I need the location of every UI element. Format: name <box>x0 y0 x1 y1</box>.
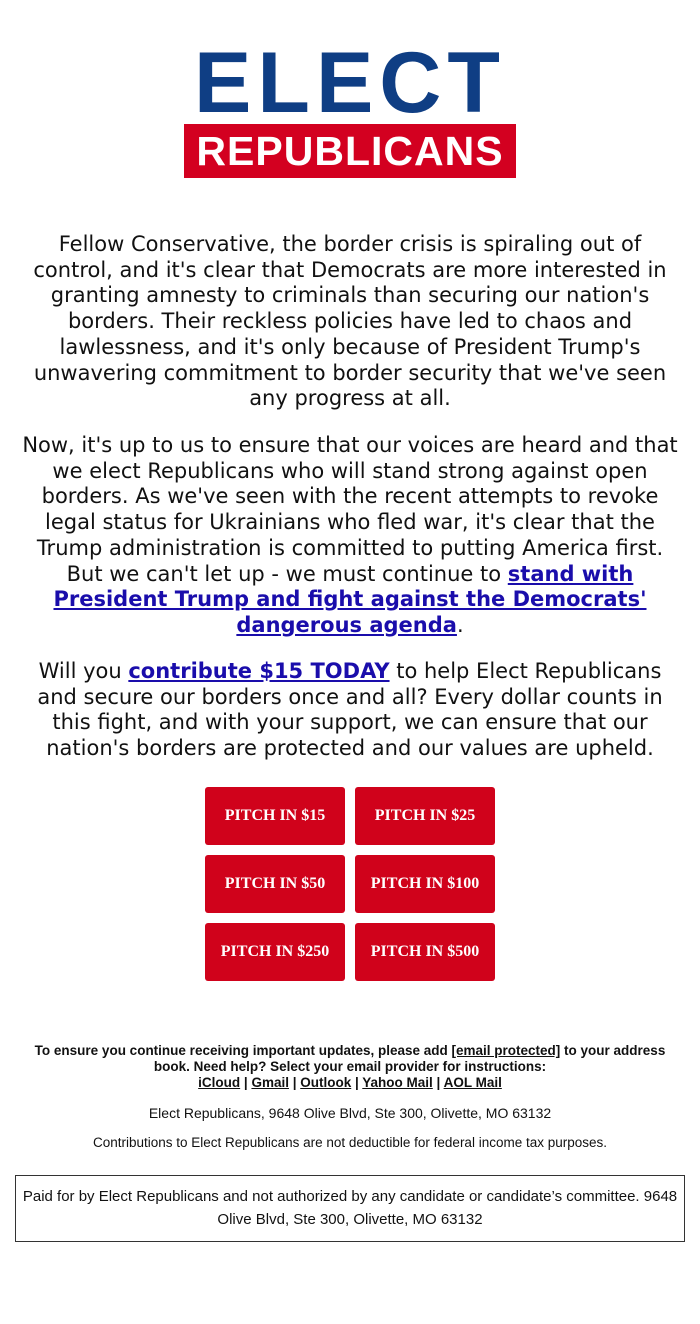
paid-for-text: Paid for by Elect Republicans and not authorized by any candidate or candidate’s committee. 9648 Olive Blvd, Ste 300, Olivette, MO 63132 <box>22 1188 678 1228</box>
pitch-in-100-button[interactable]: PITCH IN $100 <box>355 855 495 913</box>
logo-republicans-banner: REPUBLICANS <box>184 124 516 178</box>
notice-text-start: To ensure you continue receiving important updates, please add <box>34 1043 452 1058</box>
gmail-link[interactable]: Gmail <box>251 1075 289 1090</box>
p3-text-end: to help Elect Republicans and secure our borders once and all? Every dollar counts in this fight, and with your support, we can ensure that our nation's borders are protected and our values are upheld. <box>37 659 663 761</box>
separator: | <box>432 1075 444 1090</box>
body-paragraph-1: Fellow Conservative, the border crisis is spiraling out of control, and it's clear that Democrats are more interested in granting amnesty to criminals than securing our nation's borders. Their reckless policies have led to chaos and lawlessness, and it's only because of President Trump's unwavering commitment to border security that we've seen any progress at all. <box>33 232 667 411</box>
p2-text: Now, it's up to us to ensure that our voices are heard and that we elect Republicans who will stand strong against open borders. As we've seen with the recent attempts to revoke legal status for Ukrainians who fled war, it's clear that the Trump administration is committed to putting America first. But we can't let up - we must continue to <box>22 433 678 586</box>
mailing-address: Elect Republicans, 9648 Olive Blvd, Ste 300, Olivette, MO 63132 <box>148 1105 552 1121</box>
stand-with-trump-link[interactable]: stand with President Trump and fight against the Democrats' dangerous agenda <box>53 561 647 637</box>
tax-disclaimer: Contributions to Elect Republicans are not deductible for federal income tax purposes. <box>92 1135 608 1150</box>
p2-end: . <box>456 612 464 637</box>
aol-mail-link[interactable]: AOL Mail <box>443 1075 502 1090</box>
yahoo-mail-link[interactable]: Yahoo Mail <box>362 1075 433 1090</box>
separator: | <box>240 1075 252 1090</box>
elect-republicans-logo <box>184 50 516 178</box>
body-paragraph-2 <box>18 433 682 639</box>
pitch-in-250-button[interactable]: PITCH IN $250 <box>205 923 345 981</box>
email-protected-link[interactable]: [email protected] <box>451 1043 561 1058</box>
outlook-link[interactable]: Outlook <box>300 1075 352 1090</box>
icloud-link[interactable]: iCloud <box>198 1075 241 1090</box>
p3-text-start: Will you <box>38 659 129 683</box>
notice-text-end: to your address book. Need help? Select your email provider for instructions: <box>153 1043 666 1074</box>
separator: | <box>288 1075 301 1090</box>
pitch-in-50-button[interactable]: PITCH IN $50 <box>205 855 345 913</box>
logo-elect-word: ELECT <box>194 50 506 116</box>
address-book-notice <box>16 1043 684 1091</box>
paid-for-disclaimer-box <box>15 1175 685 1242</box>
pitch-in-25-button[interactable]: PITCH IN $25 <box>355 787 495 845</box>
body-paragraph-3 <box>18 659 682 762</box>
pitch-in-500-button[interactable]: PITCH IN $500 <box>355 923 495 981</box>
pitch-in-15-button[interactable]: PITCH IN $15 <box>205 787 345 845</box>
contribute-15-link[interactable]: contribute $15 TODAY <box>128 659 390 683</box>
separator: | <box>351 1075 363 1090</box>
